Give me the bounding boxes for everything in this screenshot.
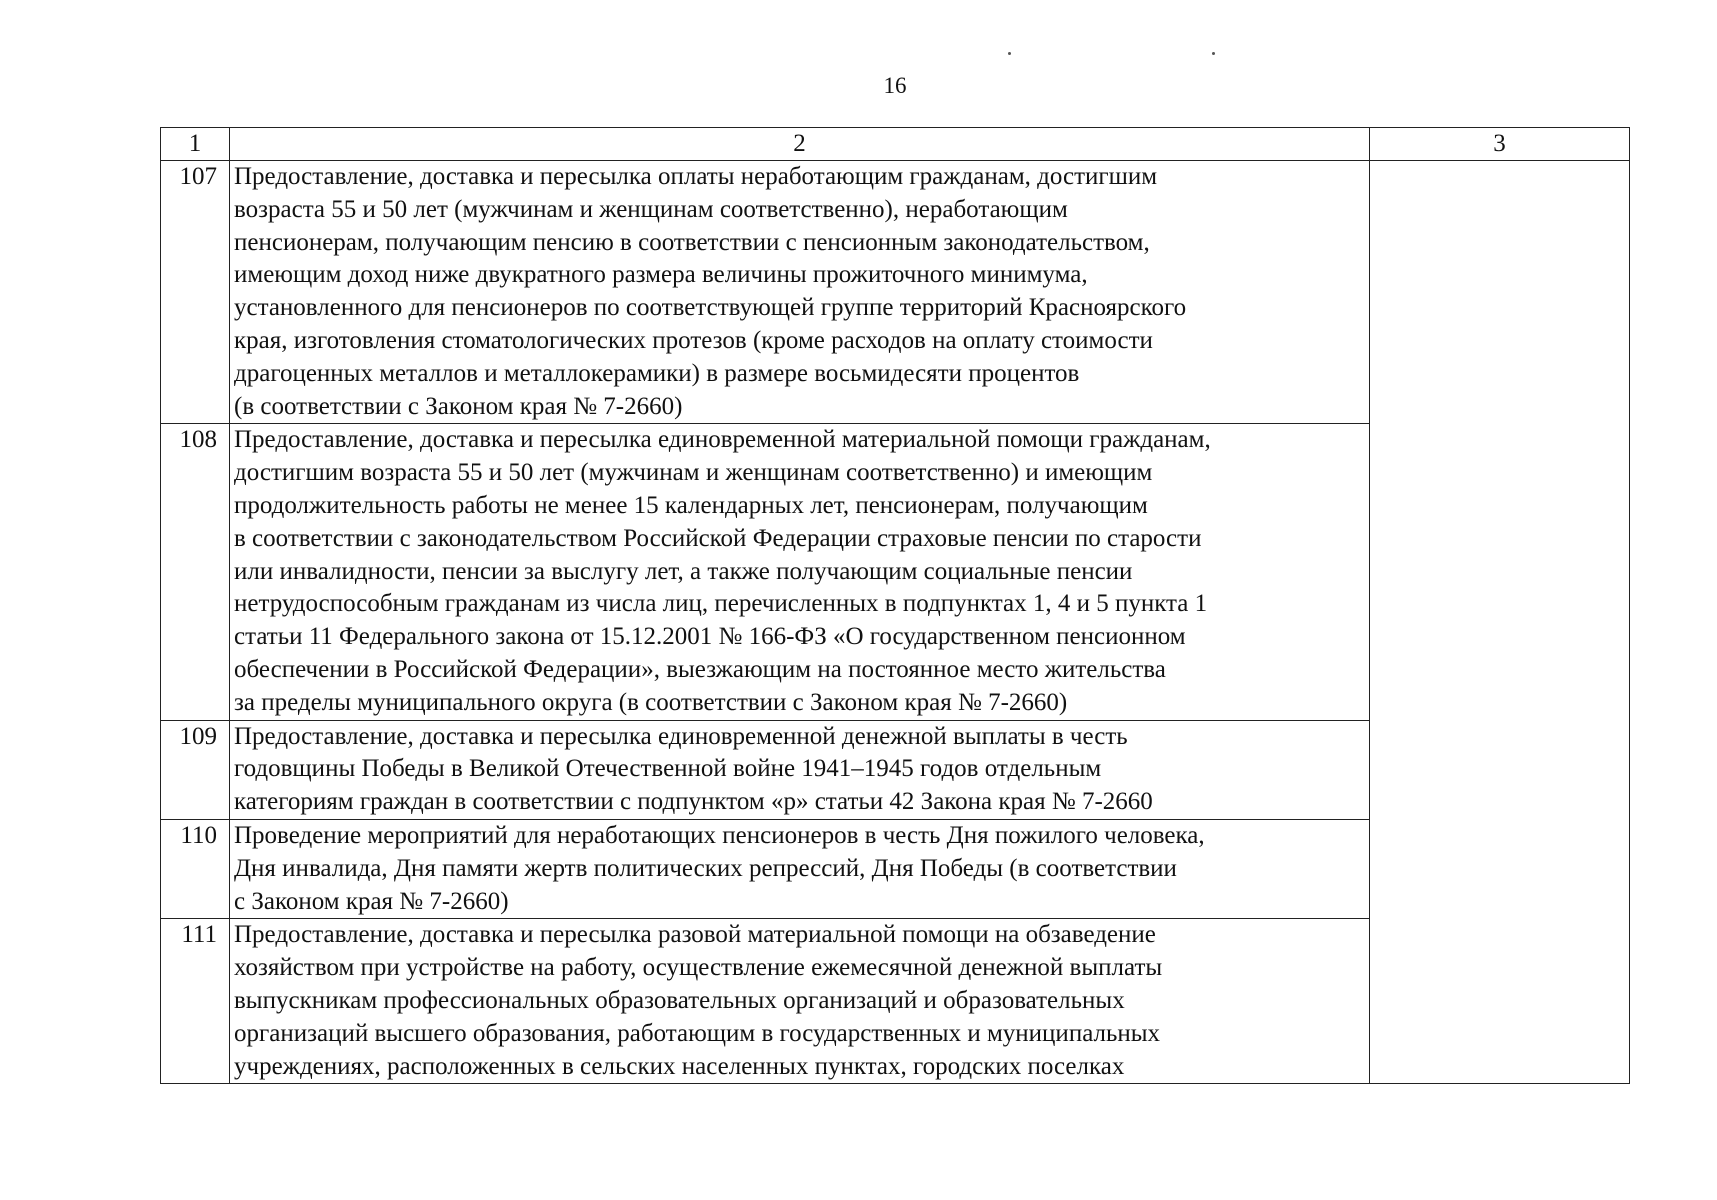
- text-line: Проведение мероприятий для неработающих пенсионеров в честь Дня пожилого человека,: [234, 821, 1205, 849]
- row-description: [230, 819, 1370, 918]
- column-3-cell: [1370, 161, 1630, 1084]
- services-table: [160, 127, 1630, 1084]
- text-line: за пределы муниципального округа (в соответствии с Законом края № 7-2660): [234, 688, 1068, 716]
- text-line: Предоставление, доставка и пересылка оплаты неработающим гражданам, достигшим: [234, 163, 1158, 190]
- text-line: в соответствии с законодательством Российской Федерации страховые пенсии по старости: [234, 524, 1202, 552]
- text-line: Предоставление, доставка и пересылка разовой материальной помощи на обзаведение: [234, 921, 1156, 949]
- text-line: пенсионерам, получающим пенсию в соответствии с пенсионным законодательством,: [234, 228, 1150, 256]
- row-number: 110: [161, 819, 230, 918]
- scan-speck: [1212, 52, 1215, 55]
- header-col-3: 3: [1370, 128, 1630, 161]
- text-line: или инвалидности, пенсии за выслугу лет, а также получающим социальные пенсии: [234, 557, 1133, 585]
- text-line: нетрудоспособным гражданам из числа лиц, перечисленных в подпунктах 1, 4 и 5 пункта 1: [234, 590, 1208, 618]
- text-line: установленного для пенсионеров по соответствующей группе территорий Красноярского: [234, 294, 1187, 322]
- text-line: выпускникам профессиональных образовательных организаций и образовательных: [234, 986, 1125, 1014]
- text-line: края, изготовления стоматологических протезов (кроме расходов на оплату стоимости: [234, 326, 1153, 354]
- row-description: [230, 720, 1370, 819]
- text-line: Дня инвалида, Дня памяти жертв политических репрессий, Дня Победы (в соответствии: [234, 854, 1177, 882]
- text-line: годовщины Победы в Великой Отечественной войне 1941–1945 годов отдельным: [234, 755, 1102, 783]
- text-line: (в соответствии с Законом края № 7-2660): [234, 392, 683, 420]
- row-number: 107: [161, 161, 230, 424]
- text-line: с Законом края № 7-2660): [234, 887, 509, 915]
- text-line: категориям граждан в соответствии с подпунктом «р» статьи 42 Закона края № 7-2660: [234, 788, 1153, 816]
- text-line: хозяйством при устройстве на работу, осуществление ежемесячной денежной выплаты: [234, 954, 1163, 982]
- text-line: возраста 55 и 50 лет (мужчинам и женщинам соответственно), неработающим: [234, 195, 1068, 223]
- table-header: [161, 128, 1630, 161]
- text-line: драгоценных металлов и металлокерамики) в размере восьмидесяти процентов: [234, 359, 1080, 387]
- text-line: достигшим возраста 55 и 50 лет (мужчинам и женщинам соответственно) и имеющим: [234, 459, 1153, 487]
- table-body: [161, 161, 1630, 1084]
- row-number: 109: [161, 720, 230, 819]
- text-line: организаций высшего образования, работающим в государственных и муниципальных: [234, 1019, 1161, 1047]
- text-line: Предоставление, доставка и пересылка единовременной денежной выплаты в честь: [234, 722, 1128, 750]
- header-col-2: 2: [230, 128, 1370, 161]
- header-row: [161, 128, 1630, 161]
- row-number: 111: [161, 919, 230, 1084]
- text-line: обеспечении в Российской Федерации», выезжающим на постоянное место жительства: [234, 655, 1166, 683]
- page-number: 16: [883, 73, 907, 98]
- scan-speck: [1008, 52, 1011, 55]
- row-description: [230, 424, 1370, 720]
- table-row: [161, 161, 1630, 424]
- text-line: Предоставление, доставка и пересылка единовременной материальной помощи гражданам,: [234, 426, 1211, 454]
- text-line: статьи 11 Федерального закона от 15.12.2001 № 166-ФЗ «О государственном пенсионном: [234, 623, 1186, 651]
- row-description: [230, 161, 1370, 424]
- text-line: учреждениях, расположенных в сельских населенных пунктах, городских поселках: [234, 1052, 1125, 1080]
- text-line: продолжительность работы не менее 15 календарных лет, пенсионерам, получающим: [234, 491, 1148, 519]
- row-description: [230, 919, 1370, 1084]
- row-number: 108: [161, 424, 230, 720]
- header-col-1: 1: [161, 128, 230, 161]
- text-line: имеющим доход ниже двукратного размера величины прожиточного минимума,: [234, 261, 1088, 289]
